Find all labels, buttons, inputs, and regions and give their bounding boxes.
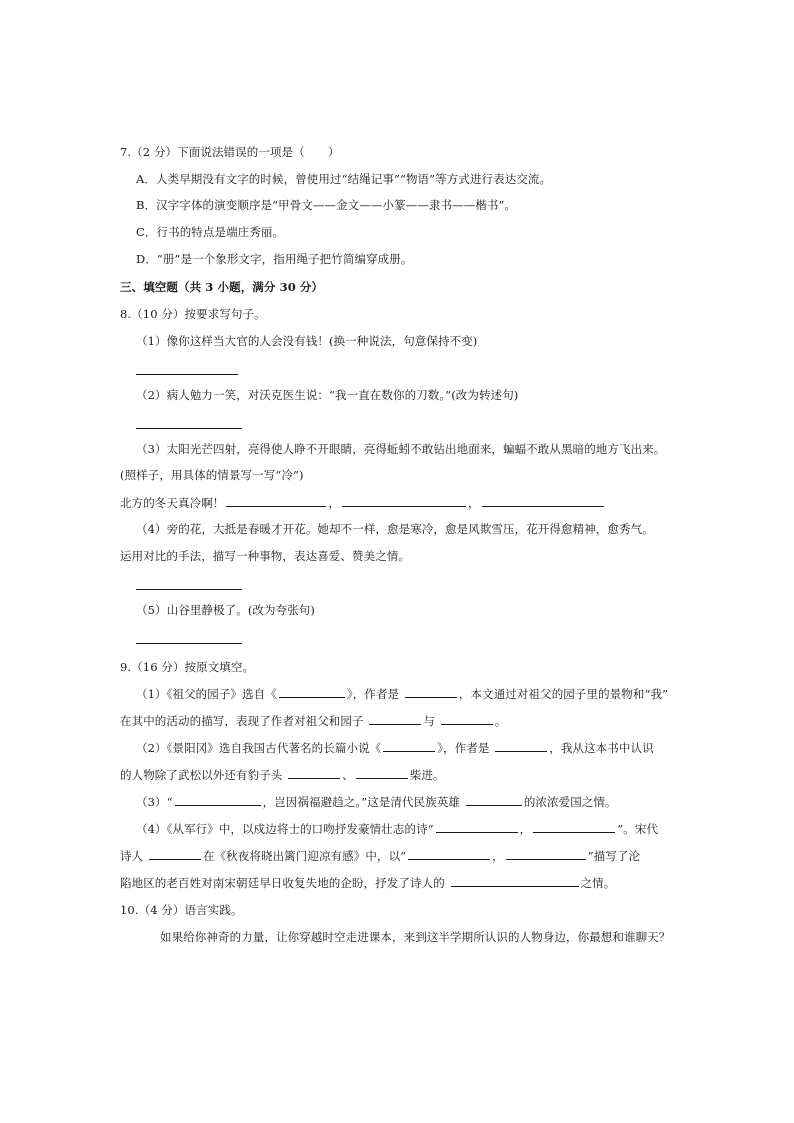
- text: ”描写了沦: [587, 849, 641, 863]
- text: 在《秋夜将晓出篱门迎凉有感》中，以“: [202, 849, 407, 863]
- text: ，我从这本书中认识: [549, 741, 654, 755]
- q10-stem: 10.（4 分）语言实践。: [120, 903, 243, 917]
- q7-option-c: C．行书的特点是端庄秀丽。: [136, 225, 285, 239]
- blank-feeling-1[interactable]: [369, 713, 421, 725]
- blank-character-1[interactable]: [288, 767, 340, 779]
- text: ，: [492, 849, 504, 863]
- q8-sub1: （1）像你这样当大官的人会没有钱！(换一种说法，句意保持不变): [136, 334, 478, 348]
- text: 的浓浓爱国之情。: [523, 795, 617, 809]
- text: 》，作者是: [437, 741, 490, 755]
- comma: ，: [328, 496, 341, 510]
- blank-poem-line[interactable]: [175, 794, 261, 806]
- q8-sub3-instruction: (照样子，用具体的情景写一写“冷”): [120, 468, 304, 482]
- answer-line-5[interactable]: [136, 643, 242, 644]
- text: 诗人: [120, 849, 144, 863]
- q9-p2-row2: [120, 767, 445, 783]
- text: （4）《从军行》中，以戍边将士的口吻抒发豪情壮志的诗“: [136, 822, 434, 836]
- blank-hero[interactable]: [466, 794, 522, 806]
- q8-sub3-prompt: 北方的冬天真冷啊！: [120, 496, 225, 510]
- q10-text: 如果给你神奇的力量，让你穿越时空走进课本，来到这半学期所认识的人物身边，你最想和谁聊天？: [160, 930, 671, 944]
- section-title: 三、填空题（共 3 小题，满分 30 分）: [120, 280, 324, 294]
- blank-book-title[interactable]: [279, 686, 345, 698]
- text: （3）“: [136, 795, 173, 809]
- text: 陷地区的老百姓对南宋朝廷早日收复失地的企盼，抒发了诗人的: [120, 876, 445, 890]
- text: 的人物除了武松以外还有豹子头: [120, 768, 283, 782]
- blank-character-2[interactable]: [356, 767, 408, 779]
- q8-sub3-example: （3）太阳光芒四射，亮得使人睁不开眼睛，亮得蚯蚓不敢钻出地面来，蝙蝠不敢从黑暗的地方飞出来。: [136, 442, 666, 456]
- q9-p3: [136, 794, 617, 810]
- q9-p1-row2: [120, 713, 506, 729]
- blank-emotion[interactable]: [451, 875, 579, 887]
- q8-sub4-example: （4）旁的花，大抵是春暖才开花。她却不一样，愈是寒冷，愈是风欺雪压，花开得愈精神，愈秀气。: [136, 522, 654, 536]
- answer-line-1[interactable]: [136, 374, 238, 375]
- answer-line-2[interactable]: [136, 428, 242, 429]
- q8-sub5: （5）山谷里静极了。(改为夸张句): [136, 603, 315, 617]
- blank-verse-4[interactable]: [506, 848, 586, 860]
- text: （1）《祖父的园子》选自《: [136, 687, 277, 701]
- blank-novel[interactable]: [383, 740, 435, 752]
- text: 》，作者是: [346, 687, 400, 701]
- text: ，本文通过对祖父的园子里的景物和“我”: [458, 687, 669, 701]
- text: 与: [423, 714, 435, 728]
- text: 在其中的活动的描写，表现了作者对祖父和园子: [120, 714, 364, 728]
- blank-verse-2[interactable]: [533, 821, 615, 833]
- q8-stem: 8.（10 分）按要求写句子。: [120, 307, 266, 321]
- q7-option-b: B．汉字字体的演变顺序是“甲骨文——金文——小篆——隶书——楷书”。: [136, 198, 517, 212]
- q7-option-d: D．“册”是一个象形文字，指用绳子把竹简编穿成册。: [136, 252, 413, 266]
- blank-verse-1[interactable]: [436, 821, 518, 833]
- q9-p1-row1: [136, 686, 668, 702]
- text: 。: [494, 714, 507, 728]
- q9-p4-row1: [136, 821, 658, 837]
- text: ，: [519, 822, 532, 836]
- text: 之情。: [580, 876, 616, 890]
- blank-cold-3[interactable]: [482, 495, 604, 507]
- q9-p2-row1: [136, 740, 654, 756]
- blank-author-1[interactable]: [405, 686, 457, 698]
- blank-author-2[interactable]: [495, 740, 547, 752]
- blank-cold-2[interactable]: [342, 495, 466, 507]
- q8-sub4-instruction: 运用对比的手法，描写一种事物，表达喜爱、赞美之情。: [120, 549, 410, 563]
- q9-p4-row3: [120, 875, 615, 891]
- text: 、: [342, 768, 354, 782]
- q7-option-a: A．人类早期没有文字的时候，曾使用过“结绳记事”“物语”等方式进行表达交流。: [136, 172, 552, 186]
- blank-poet[interactable]: [149, 848, 201, 860]
- text: 柴进。: [409, 768, 445, 782]
- q8-sub2: （2）病人勉力一笑，对沃克医生说：“我一直在数你的刀数。”(改为转述句): [136, 388, 519, 402]
- comma: ，: [468, 496, 480, 510]
- q9-stem: 9.（16 分）按原文填空。: [120, 660, 255, 674]
- text: （2）《景阳冈》选自我国古代著名的长篇小说《: [136, 741, 382, 755]
- text: ”。宋代: [617, 822, 659, 836]
- q7-stem: 7.（2 分）下面说法错误的一项是（ ）: [120, 145, 340, 159]
- answer-line-4[interactable]: [136, 589, 242, 590]
- blank-feeling-2[interactable]: [441, 713, 493, 725]
- blank-verse-3[interactable]: [408, 848, 490, 860]
- q9-p4-row2: [120, 848, 640, 864]
- q8-sub3-answer-row: [120, 495, 606, 511]
- blank-cold-1[interactable]: [226, 495, 326, 507]
- text: ，岂因祸福避趋之。”这是清代民族英雄: [262, 795, 461, 809]
